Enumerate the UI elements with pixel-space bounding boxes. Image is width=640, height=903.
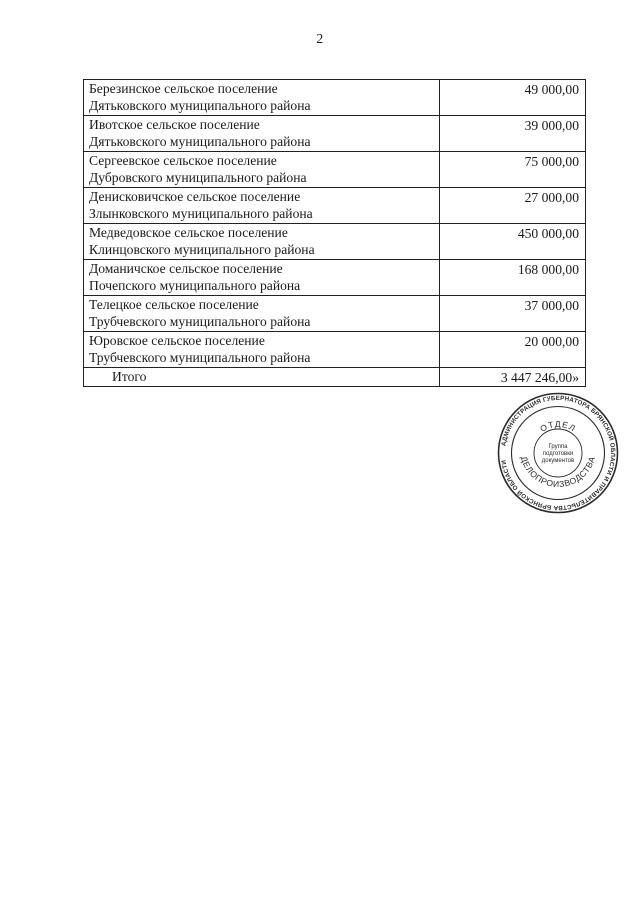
settlement-name-cell [84,152,440,188]
page-number: 2 [316,32,324,47]
settlement-name-cell [84,224,440,260]
stamp-bottom-text: ДЕЛОПРОИЗВОДСТВА [518,454,598,490]
district-name: Почепского муниципального района [89,278,301,293]
settlement-name-cell [84,260,440,296]
amount-cell: 49 000,00 [440,80,586,116]
amount-cell: 20 000,00 [440,332,586,368]
amount-cell: 75 000,00 [440,152,586,188]
district-name: Дубровского муниципального района [89,170,307,185]
settlement-name: Ивотское сельское поселение [89,117,260,132]
table-row [84,260,586,296]
stamp-center-line3: документов [541,458,575,464]
table-row [84,332,586,368]
table-row [84,80,586,116]
stamp-center-line2: подготовки [542,451,574,457]
stamp-top-text: ОТДЕЛ [538,418,578,434]
settlement-name-cell [84,116,440,152]
district-name: Дятьковского муниципального района [89,134,311,149]
table-row [84,116,586,152]
total-row [84,368,586,387]
settlement-name: Юровское сельское поселение [89,333,265,348]
settlement-name: Денисковичское сельское поселение [89,189,301,204]
amount-cell: 39 000,00 [440,116,586,152]
table-row [84,188,586,224]
total-amount: 3 447 246,00» [440,368,586,387]
amount-cell: 168 000,00 [440,260,586,296]
settlement-name-cell [84,332,440,368]
district-name: Трубчевского муниципального района [89,314,311,329]
district-name: Дятьковского муниципального района [89,98,311,113]
settlement-name-cell [84,188,440,224]
settlement-name: Телецкое сельское поселение [89,297,259,312]
official-stamp [496,391,620,515]
settlement-name-cell [84,80,440,116]
amount-cell: 450 000,00 [440,224,586,260]
settlement-name: Доманичское сельское поселение [89,261,283,276]
stamp-outer-text: АДМИНИСТРАЦИЯ ГУБЕРНАТОРА БРЯНСКОЙ ОБЛАСТИ И ПРАВИТЕЛЬСТВА БРЯНСКОЙ ОБЛАСТИ [500,394,617,512]
settlement-name: Березинское сельское поселение [89,81,278,96]
settlement-name: Сергеевское сельское поселение [89,153,277,168]
allocation-table [83,79,586,387]
amount-cell: 27 000,00 [440,188,586,224]
table-row [84,224,586,260]
district-name: Трубчевского муниципального района [89,350,311,365]
settlement-name-cell [84,296,440,332]
table-row [84,152,586,188]
table-row [84,296,586,332]
total-label: Итого [84,368,440,387]
settlement-name: Медведовское сельское поселение [89,225,288,240]
amount-cell: 37 000,00 [440,296,586,332]
district-name: Злынковского муниципального района [89,206,313,221]
stamp-center-line1: Группа [548,444,568,450]
district-name: Клинцовского муниципального района [89,242,315,257]
